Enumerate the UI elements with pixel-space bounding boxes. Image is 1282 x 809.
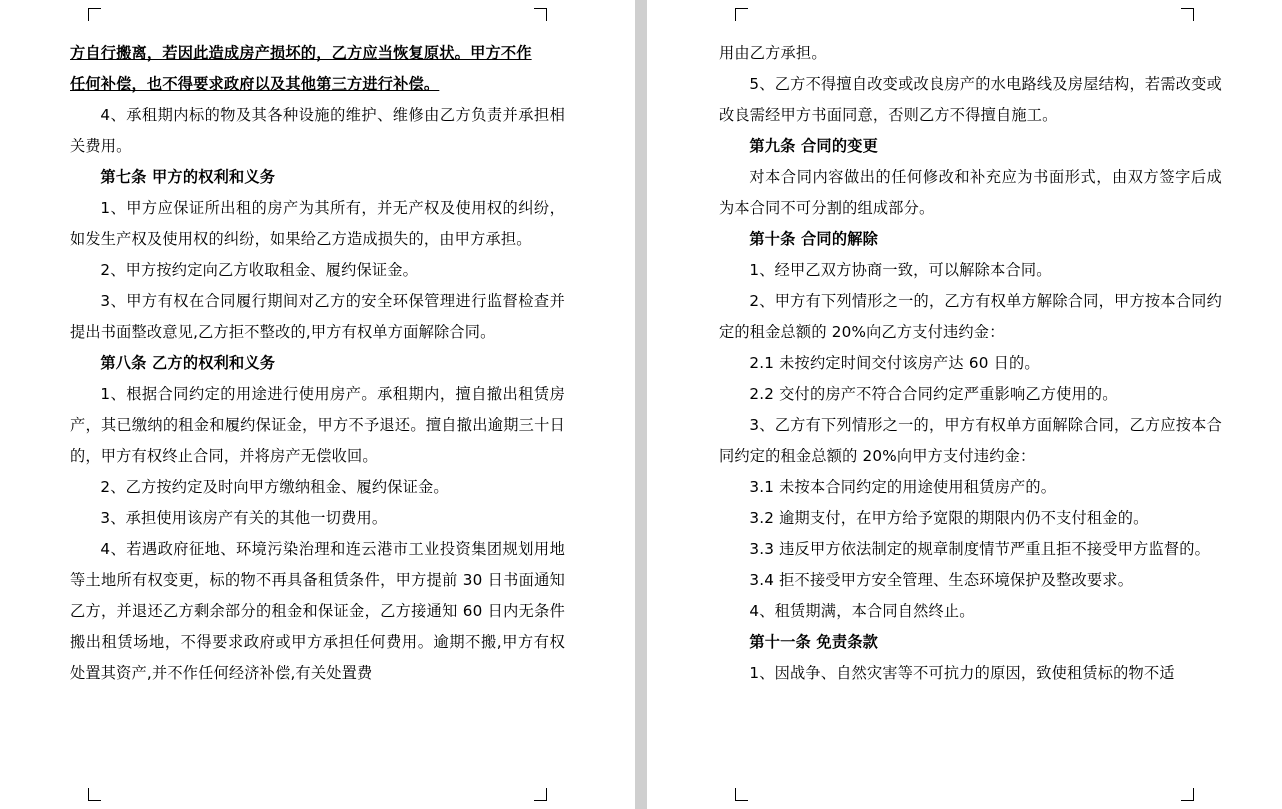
paragraph: 4、承租期内标的物及其各种设施的维护、维修由乙方负责并承担相关费用。 bbox=[70, 106, 565, 155]
paragraph: 2.2 交付的房产不符合合同约定严重影响乙方使用的。 bbox=[749, 385, 1118, 403]
section-heading: 第九条 合同的变更 bbox=[749, 137, 878, 155]
paragraph: 4、若遇政府征地、环境污染治理和连云港市工业投资集团规划用地等土地所有权变更，标的物不再具备租赁条件，甲方提前 30 日书面通知乙方，并退还乙方剩余部分的租金和保证金，乙方接通知 60 日内无条件搬出租赁场地，不得要求政府或甲方承担任何费用。逾期不搬,甲方有权处置其资产,并不作任何经济补偿,有关处置费 bbox=[70, 540, 565, 682]
section-heading: 第十一条 免责条款 bbox=[749, 633, 878, 651]
section-heading: 第十条 合同的解除 bbox=[749, 230, 878, 248]
crop-mark-top-left bbox=[735, 8, 748, 21]
paragraph: 2、甲方按约定向乙方收取租金、履约保证金。 bbox=[100, 261, 419, 279]
paragraph: 3、乙方有下列情形之一的，甲方有权单方面解除合同，乙方应按本合同约定的租金总额的 20%向甲方支付违约金： bbox=[719, 416, 1222, 465]
paragraph: 2.1 未按约定时间交付该房产达 60 日的。 bbox=[749, 354, 1040, 372]
document-page-left bbox=[0, 0, 635, 809]
page-right-content bbox=[719, 38, 1222, 799]
paragraph: 2、乙方按约定及时向甲方缴纳租金、履约保证金。 bbox=[100, 478, 449, 496]
paragraph: 4、租赁期满，本合同自然终止。 bbox=[749, 602, 975, 620]
paragraph: 3.3 违反甲方依法制定的规章制度情节严重且拒不接受甲方监督的。 bbox=[749, 540, 1211, 558]
paragraph: 对本合同内容做出的任何修改和补充应为书面形式，由双方签字后成为本合同不可分割的组成部分。 bbox=[719, 168, 1222, 217]
crop-mark-top-right bbox=[1181, 8, 1194, 21]
section-heading: 第七条 甲方的权利和义务 bbox=[100, 168, 276, 186]
page-left-content bbox=[70, 38, 565, 799]
paragraph: 1、甲方应保证所出租的房产为其所有，并无产权及使用权的纠纷，如发生产权及使用权的纠纷，如果给乙方造成损失的，由甲方承担。 bbox=[70, 199, 565, 248]
paragraph: 任何补偿，也不得要求政府以及其他第三方进行补偿。 bbox=[70, 75, 440, 93]
document-page-right bbox=[647, 0, 1282, 809]
crop-mark-top-right bbox=[534, 8, 547, 21]
paragraph: 1、经甲乙双方协商一致，可以解除本合同。 bbox=[749, 261, 1052, 279]
paragraph: 1、根据合同约定的用途进行使用房产。承租期内，擅自撤出租赁房产，其已缴纳的租金和履约保证金，甲方不予退还。擅自撤出逾期三十日的，甲方有权终止合同，并将房产无偿收回。 bbox=[70, 385, 565, 465]
crop-mark-top-left bbox=[88, 8, 101, 21]
paragraph: 3、承担使用该房产有关的其他一切费用。 bbox=[100, 509, 388, 527]
paragraph: 3.2 逾期支付，在甲方给予宽限的期限内仍不支付租金的。 bbox=[749, 509, 1149, 527]
paragraph: 方自行搬离，若因此造成房产损坏的，乙方应当恢复原状。甲方不作 bbox=[70, 44, 532, 62]
paragraph: 3、甲方有权在合同履行期间对乙方的安全环保管理进行监督检查并提出书面整改意见,乙方拒不整改的,甲方有权单方面解除合同。 bbox=[70, 292, 565, 341]
paragraph: 1、因战争、自然灾害等不可抗力的原因，致使租赁标的物不适 bbox=[749, 664, 1175, 682]
paragraph: 2、甲方有下列情形之一的，乙方有权单方解除合同，甲方按本合同约定的租金总额的 20%向乙方支付违约金： bbox=[719, 292, 1222, 341]
section-heading: 第八条 乙方的权利和义务 bbox=[100, 354, 276, 372]
paragraph: 5、乙方不得擅自改变或改良房产的水电路线及房屋结构，若需改变或改良需经甲方书面同意，否则乙方不得擅自施工。 bbox=[719, 75, 1222, 124]
paragraph: 用由乙方承担。 bbox=[719, 44, 827, 62]
paragraph: 3.1 未按本合同约定的用途使用租赁房产的。 bbox=[749, 478, 1057, 496]
paragraph: 3.4 拒不接受甲方安全管理、生态环境保护及整改要求。 bbox=[749, 571, 1134, 589]
